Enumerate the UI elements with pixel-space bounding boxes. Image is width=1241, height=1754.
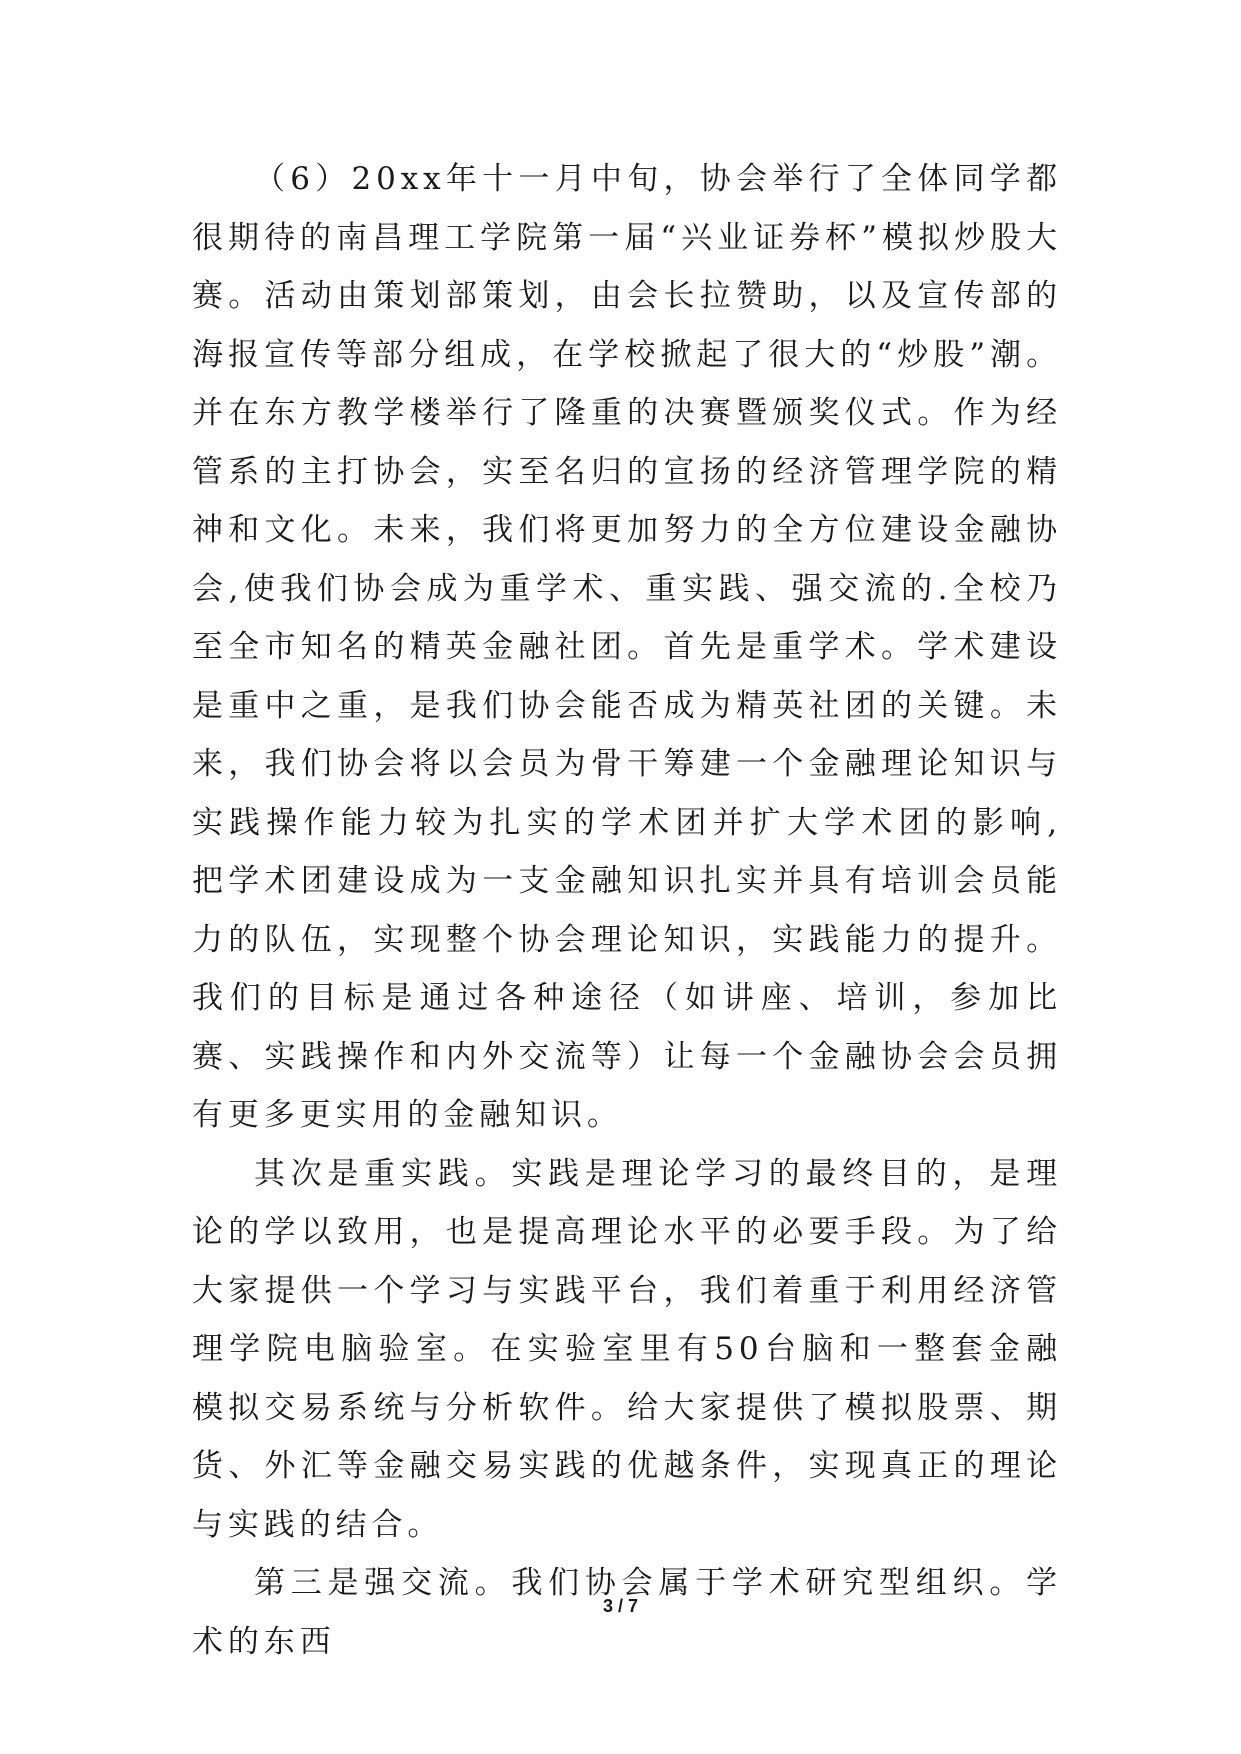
paragraph-practice: 其次是重实践。实践是理论学习的最终目的，是理论的学以致用，也是提高理论水平的必要手段。为了给大家提供一个学习与实践平台，我们着重于利用经济管理学院电脑验室。在实验室里有50台脑和一整套金融模拟交易系统与分析软件。给大家提供了模拟股票、期货、外汇等金融交易实践的优越条件，实现真正的理论与实践的结合。 xyxy=(192,1155,1062,1543)
paragraph-exchange: 第三是强交流。我们协会属于学术研究型组织。学术的东西 xyxy=(192,1565,1062,1660)
document-body xyxy=(192,150,1062,1671)
paragraph-stock-contest: （6）20xx年十一月中旬，协会举行了全体同学都很期待的南昌理工学院第一届“兴业证券杯”模拟炒股大赛。活动由策划部策划，由会长拉赞助，以及宣传部的海报宣传等部分组成，在学校掀起了很大的“炒股”潮。并在东方教学楼举行了隆重的决赛暨颁奖仪式。作为经管系的主打协会，实至名归的宣扬的经济管理学院的精神和文化。未来，我们将更加努力的全方位建设金融协会,使我们协会成为重学术、重实践、强交流的.全校乃至全市知名的精英金融社团。首先是重学术。学术建设是重中之重，是我们协会能否成为精英社团的关键。未来，我们协会将以会员为骨干筹建一个金融理论知识与实践操作能力较为扎实的学术团并扩大学术团的影响,把学术团建设成为一支金融知识扎实并具有培训会员能力的队伍，实现整个协会理论知识，实践能力的提升。我们的目标是通过各种途径（如讲座、培训，参加比赛、实践操作和内外交流等）让每一个金融协会会员拥有更多更实用的金融知识。 xyxy=(192,161,1062,1133)
page-number: 3 / 7 xyxy=(602,1596,639,1616)
